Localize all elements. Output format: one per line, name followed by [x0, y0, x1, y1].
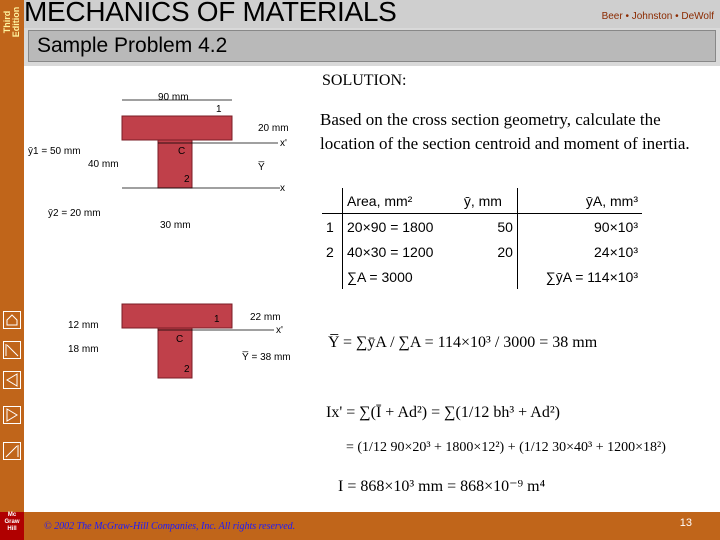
- table-cell: 20×90 = 1800: [347, 218, 434, 235]
- publisher-logo: [0, 512, 24, 540]
- fig1-label: Y̅: [258, 162, 265, 173]
- table-header-cell: [322, 188, 343, 214]
- fig1-label: x: [280, 183, 285, 194]
- table-row: [322, 264, 642, 289]
- solution-text: Based on the cross section geometry, calculate the location of the section centroid and moment of inertia.: [320, 110, 690, 153]
- centroid-equation: Y̅ = ∑ȳA / ∑A = 114×10³ / 3000 = 38 mm: [328, 334, 598, 351]
- cross-section-figure-1: [28, 84, 308, 234]
- table-header-cell: Area, mm²: [343, 188, 460, 214]
- fig1-label: 30 mm: [160, 220, 191, 231]
- fig1-label: 1: [216, 104, 222, 115]
- table-cell: 40×30 = 1200: [347, 243, 434, 260]
- next-nav-button[interactable]: [3, 406, 21, 424]
- flange-rect: [122, 116, 232, 140]
- table-row: [322, 239, 642, 264]
- inertia-equation-1: Ix' = ∑(Ī + Ad²) = ∑(1/12 bh³ + Ad²): [326, 404, 560, 421]
- footer: [24, 512, 720, 540]
- fig1-label: 40 mm: [88, 159, 119, 170]
- table-cell: [322, 264, 343, 289]
- fig1-label: 20 mm: [258, 123, 289, 134]
- edition-line1: Third: [2, 10, 12, 34]
- fig1-label: ȳ2 = 20 mm: [48, 208, 101, 219]
- fig1-label: x': [280, 138, 287, 149]
- header: [24, 0, 720, 28]
- centroid-table: [322, 188, 642, 289]
- subtitle-box: [28, 30, 716, 62]
- fig2-label: 1: [214, 314, 220, 325]
- table-row: [322, 214, 642, 240]
- page-title: MECHANICS OF MATERIALS: [24, 0, 397, 27]
- home-nav-button[interactable]: [3, 311, 21, 329]
- fig2-label: 18 mm: [68, 344, 99, 355]
- table-cell: 50: [460, 214, 518, 240]
- table-cell: 20: [460, 239, 518, 264]
- logo-line3: Hill: [7, 526, 17, 532]
- fig2-label: x': [276, 325, 283, 336]
- table-header-row: [322, 188, 642, 214]
- fig2-label: 12 mm: [68, 320, 99, 331]
- authors: Beer • Johnston • DeWolf: [601, 11, 714, 22]
- next-icon: [4, 407, 20, 423]
- fig2-label: 22 mm: [250, 312, 281, 323]
- edition-line2: Edition: [11, 6, 21, 38]
- inertia-result: I = 868×10³ mm = 868×10⁻⁹ m⁴: [338, 478, 546, 495]
- table-cell: 90×10³: [594, 218, 638, 235]
- fig1-label: ȳ1 = 50 mm: [28, 146, 81, 157]
- table-cell: 24×10³: [594, 243, 638, 260]
- page-number: 13: [679, 517, 692, 529]
- copyright: © 2002 The McGraw-Hill Companies, Inc. All rights reserved.: [44, 521, 296, 532]
- prev-icon: [4, 372, 20, 388]
- first-icon: [4, 342, 20, 358]
- subtitle-bar: [24, 28, 720, 66]
- edition-label: [1, 2, 23, 42]
- table-header-cell: ȳA, mm³: [517, 188, 642, 214]
- logo-line2: Graw: [4, 519, 20, 525]
- fig1-label: 2: [184, 174, 190, 185]
- table-cell: [460, 264, 518, 289]
- cross-section-figure-2: [64, 300, 304, 386]
- last-icon: [4, 443, 20, 459]
- table-cell: 1: [322, 214, 343, 240]
- table-cell: 2: [322, 239, 343, 264]
- table-header-cell: ȳ, mm: [460, 188, 518, 214]
- solution-heading: SOLUTION:: [322, 72, 407, 89]
- home-icon: [4, 312, 20, 328]
- fig2-label: C: [176, 334, 184, 345]
- logo-line1: Mc: [7, 512, 17, 518]
- first-nav-button[interactable]: [3, 341, 21, 359]
- subtitle: Sample Problem 4.2: [37, 34, 228, 57]
- table-cell: ∑ȳA = 114×10³: [545, 268, 638, 285]
- table-cell: ∑A = 3000: [347, 268, 413, 285]
- last-nav-button[interactable]: [3, 442, 21, 460]
- prev-nav-button[interactable]: [3, 371, 21, 389]
- inertia-equation-2: = (1/12 90×20³ + 1800×12²) + (1/12 30×40³ + 1200×18²): [346, 440, 666, 455]
- fig1-label: C: [178, 146, 186, 157]
- fig2-label: 2: [184, 364, 190, 375]
- fig1-label: 90 mm: [158, 92, 189, 103]
- sidebar: [0, 0, 24, 540]
- fig2-label: Y̅ = 38 mm: [242, 352, 291, 363]
